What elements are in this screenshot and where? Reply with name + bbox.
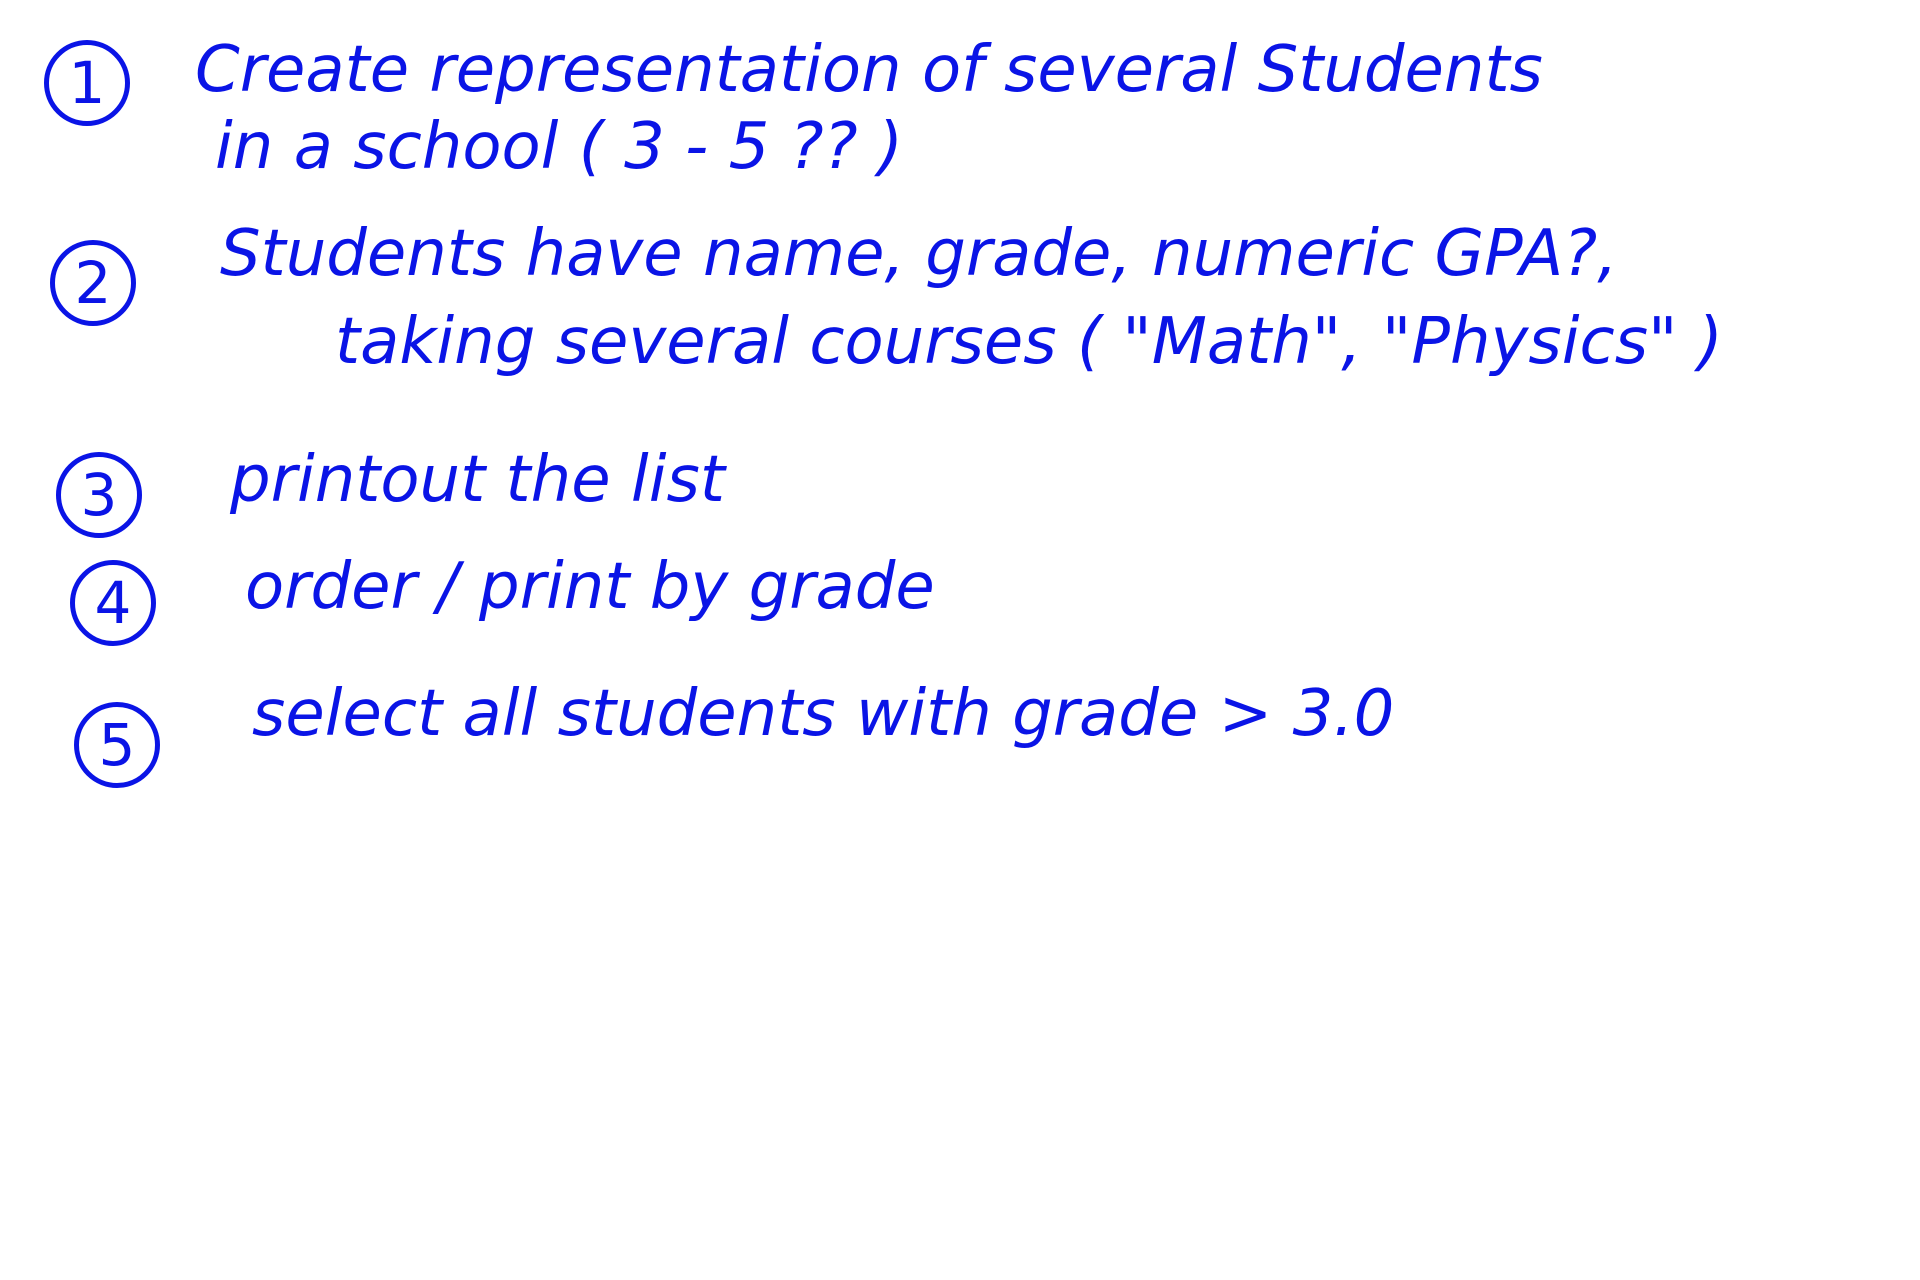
item-number-2: 2 <box>50 240 136 326</box>
item-4-line-1: order / print by grade <box>245 550 935 624</box>
item-number-5: 5 <box>74 702 160 788</box>
item-1-line-1: Create representation of several Students <box>195 33 1543 107</box>
item-number-3: 3 <box>56 452 142 538</box>
item-2-line-1: Students have name, grade, numeric GPA?, <box>220 217 1618 291</box>
item-number-1: 1 <box>44 40 130 126</box>
item-2-line-2: taking several courses ( "Math", "Physics" ) <box>335 305 1723 379</box>
item-3-line-1: printout the list <box>230 443 725 517</box>
item-5-line-1: select all students with grade > 3.0 <box>252 677 1395 751</box>
item-1-line-2: in a school ( 3 - 5 ?? ) <box>215 110 903 184</box>
item-number-4: 4 <box>70 560 156 646</box>
